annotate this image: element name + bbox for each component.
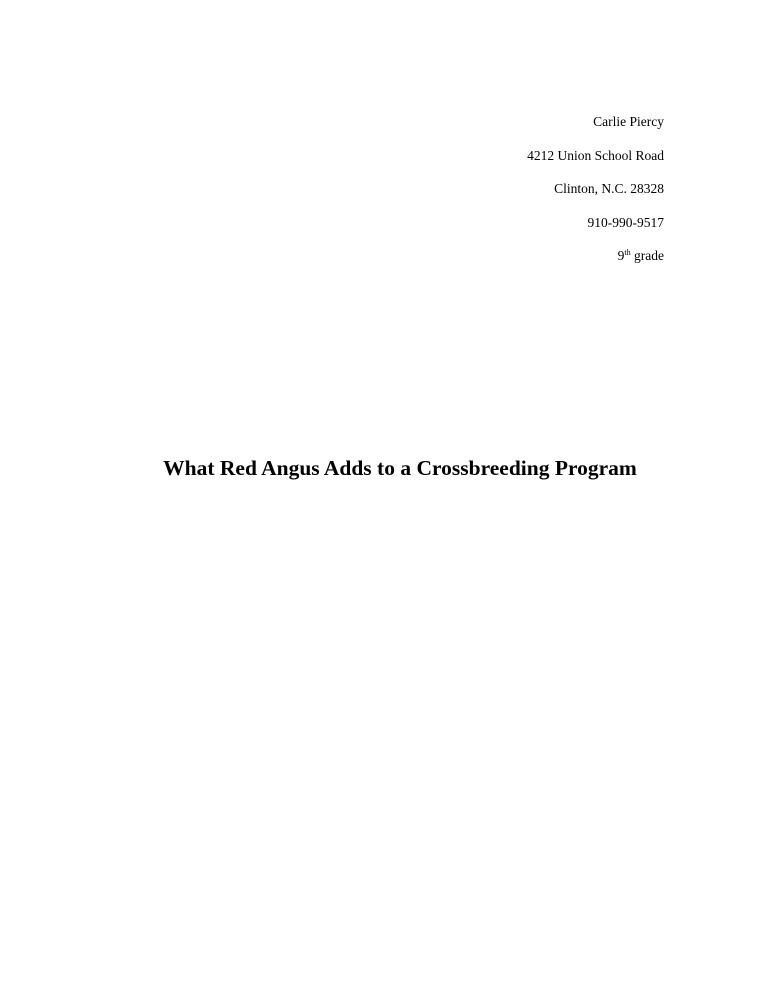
author-phone: 910-990-9517 xyxy=(587,214,664,230)
document-title: What Red Angus Adds to a Crossbreeding Program xyxy=(163,456,637,480)
author-info-block xyxy=(527,105,664,273)
author-city-state-zip: Clinton, N.C. 28328 xyxy=(554,181,664,196)
author-name: Carlie Piercy xyxy=(593,114,664,129)
grade-word: grade xyxy=(634,248,664,263)
grade-number: 9 xyxy=(617,248,625,263)
grade-suffix: th xyxy=(624,248,631,257)
author-grade xyxy=(527,239,664,273)
author-street-address: 4212 Union School Road xyxy=(527,147,664,163)
